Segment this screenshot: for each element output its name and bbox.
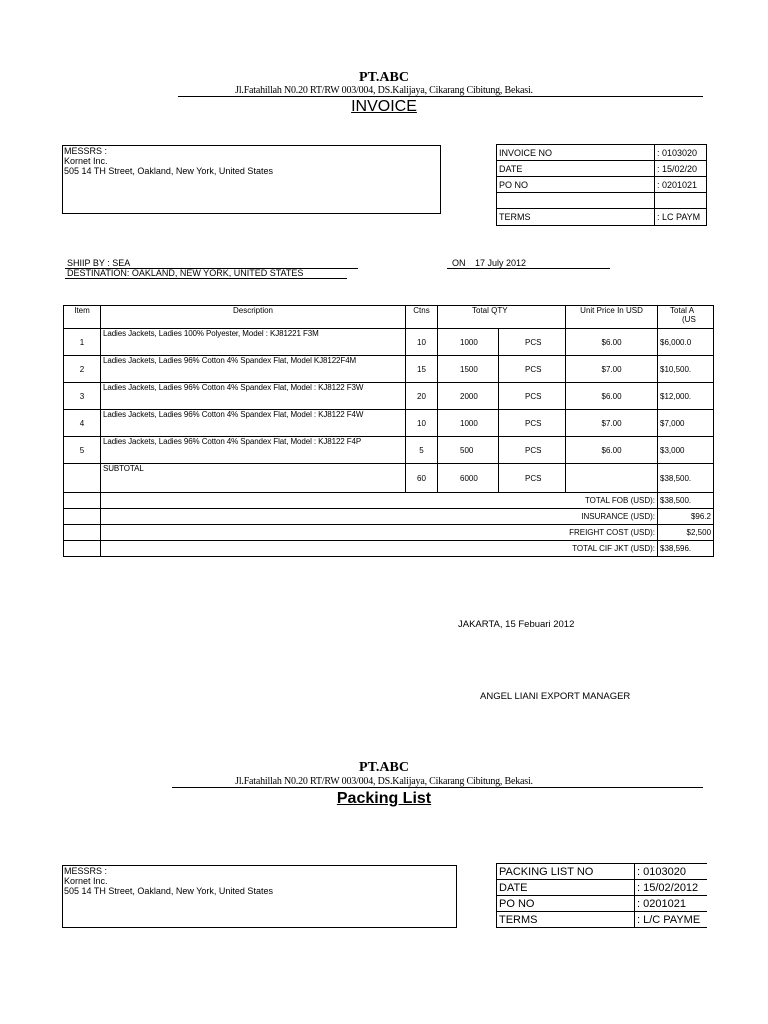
packing-row-terms xyxy=(497,912,707,928)
item-unit: PCS xyxy=(499,437,566,464)
empty-cell xyxy=(64,541,101,557)
item-ctns: 15 xyxy=(406,356,438,383)
detail-label: DATE xyxy=(497,161,655,177)
item-number: 3 xyxy=(64,383,101,410)
total-cif-label: TOTAL CIF JKT (USD): xyxy=(101,541,658,557)
company-address: Jl.Fatahillah N0.20 RT/RW 003/004, DS.Kalijaya, Cikarang Cibitung, Bekasi. xyxy=(235,85,533,96)
on-label: ON xyxy=(452,258,466,268)
packing-company-address: Jl.Fatahillah N0.20 RT/RW 003/004, DS.Kalijaya, Cikarang Cibitung, Bekasi. xyxy=(235,776,533,787)
item-price: $7.00 xyxy=(566,410,658,437)
item-description: Ladies Jackets, Ladies 96% Cotton 4% Spandex Flat, Model KJ8122F4M xyxy=(101,356,406,383)
item-qty: 1000 xyxy=(438,329,499,356)
detail-value: : 0201021 xyxy=(655,177,707,193)
item-amount: $3,000 xyxy=(658,437,714,464)
item-price: $7.00 xyxy=(566,356,658,383)
empty-cell xyxy=(64,493,101,509)
company-name: PT.ABC xyxy=(359,70,409,85)
subtotal-ctns: 60 xyxy=(406,464,438,493)
item-price: $6.00 xyxy=(566,383,658,410)
packing-value: : 15/02/2012 xyxy=(635,880,707,896)
place-date: JAKARTA, 15 Febuari 2012 xyxy=(458,619,575,630)
item-ctns: 10 xyxy=(406,329,438,356)
item-row-3 xyxy=(64,383,714,410)
packing-label: DATE xyxy=(497,880,635,896)
detail-row-terms xyxy=(497,209,707,226)
messrs-label: MESSRS : xyxy=(64,866,108,876)
freight-cost-row xyxy=(64,525,714,541)
item-qty: 500 xyxy=(438,437,499,464)
empty-cell xyxy=(64,525,101,541)
item-unit: PCS xyxy=(499,410,566,437)
messrs-company: Kornet Inc. xyxy=(64,156,108,166)
item-unit: PCS xyxy=(499,356,566,383)
item-unit: PCS xyxy=(499,329,566,356)
items-header-row xyxy=(64,306,714,329)
invoice-messrs-box xyxy=(62,145,441,214)
total-cif-value: $38,596. xyxy=(658,541,714,557)
item-ctns: 10 xyxy=(406,410,438,437)
item-row-2 xyxy=(64,356,714,383)
packing-header-rule xyxy=(172,787,703,788)
packing-details-table xyxy=(496,863,707,928)
packing-value: : L/C PAYME xyxy=(635,912,707,928)
header-total-amount-line2: (US xyxy=(682,315,696,324)
item-description: Ladies Jackets, Ladies 100% Polyester, Model : KJ81221 F3M xyxy=(101,329,406,356)
item-qty: 1500 xyxy=(438,356,499,383)
packing-company-name: PT.ABC xyxy=(359,760,409,775)
detail-value: : 15/02/20 xyxy=(655,161,707,177)
total-fob-row xyxy=(64,493,714,509)
invoice-items-table xyxy=(63,305,714,557)
detail-row-invoice-no xyxy=(497,145,707,161)
header-item: Item xyxy=(64,306,101,329)
packing-row-date xyxy=(497,880,707,896)
detail-label xyxy=(497,193,655,209)
detail-label: INVOICE NO xyxy=(497,145,655,161)
item-amount: $7,000 xyxy=(658,410,714,437)
item-number: 5 xyxy=(64,437,101,464)
detail-row-blank xyxy=(497,193,707,209)
messrs-address: 505 14 TH Street, Oakland, New York, United States xyxy=(64,886,273,896)
item-row-1 xyxy=(64,329,714,356)
packing-label: PO NO xyxy=(497,896,635,912)
item-number: 2 xyxy=(64,356,101,383)
item-row-4 xyxy=(64,410,714,437)
detail-value xyxy=(655,193,707,209)
item-number: 1 xyxy=(64,329,101,356)
total-cif-row xyxy=(64,541,714,557)
detail-label: PO NO xyxy=(497,177,655,193)
detail-row-date xyxy=(497,161,707,177)
item-amount: $6,000.0 xyxy=(658,329,714,356)
item-description: Ladies Jackets, Ladies 96% Cotton 4% Spandex Flat, Model : KJ8122 F4P xyxy=(101,437,406,464)
empty-cell xyxy=(64,509,101,525)
header-unit-price: Unit Price In USD xyxy=(566,306,658,329)
item-description: Ladies Jackets, Ladies 96% Cotton 4% Spandex Flat, Model : KJ8122 F4W xyxy=(101,410,406,437)
item-description: Ladies Jackets, Ladies 96% Cotton 4% Spandex Flat, Model : KJ8122 F3W xyxy=(101,383,406,410)
destination: DESTINATION: OAKLAND, NEW YORK, UNITED STATES xyxy=(67,268,304,278)
item-ctns: 5 xyxy=(406,437,438,464)
packing-value: : 0103020 xyxy=(635,864,707,880)
subtotal-qty: 6000 xyxy=(438,464,499,493)
item-amount: $10,500. xyxy=(658,356,714,383)
detail-label: TERMS xyxy=(497,209,655,226)
insurance-value: $96.2 xyxy=(658,509,714,525)
packing-label: PACKING LIST NO xyxy=(497,864,635,880)
signatory: ANGEL LIANI EXPORT MANAGER xyxy=(480,691,631,702)
detail-row-po-no xyxy=(497,177,707,193)
freight-cost-label: FREIGHT COST (USD): xyxy=(101,525,658,541)
freight-cost-value: $2,500 xyxy=(658,525,714,541)
invoice-title: INVOICE xyxy=(351,98,417,115)
on-date: 17 July 2012 xyxy=(475,258,527,268)
header-total-qty: Total QTY xyxy=(438,306,566,329)
header-description: Description xyxy=(101,306,406,329)
packing-row-no xyxy=(497,864,707,880)
header-total-amount-line1: Total A xyxy=(670,306,695,315)
total-fob-value: $38,500. xyxy=(658,493,714,509)
item-price: $6.00 xyxy=(566,329,658,356)
item-row-5 xyxy=(64,437,714,464)
item-qty: 2000 xyxy=(438,383,499,410)
packing-row-po xyxy=(497,896,707,912)
detail-value: : 0103020 xyxy=(655,145,707,161)
subtotal-empty xyxy=(64,464,101,493)
header-total-amount xyxy=(658,306,714,329)
insurance-label: INSURANCE (USD): xyxy=(101,509,658,525)
item-unit: PCS xyxy=(499,383,566,410)
item-amount: $12,000. xyxy=(658,383,714,410)
subtotal-amount: $38,500. xyxy=(658,464,714,493)
invoice-details-table xyxy=(496,144,707,226)
subtotal-row xyxy=(64,464,714,493)
header-ctns: Ctns xyxy=(406,306,438,329)
ship-by: SHIIP BY : SEA xyxy=(67,258,131,268)
packing-list-title: Packing List xyxy=(336,790,432,807)
destination-rule xyxy=(65,278,347,279)
subtotal-label: SUBTOTAL xyxy=(101,464,406,493)
packing-value: : 0201021 xyxy=(635,896,707,912)
subtotal-price-empty xyxy=(566,464,658,493)
messrs-label: MESSRS : xyxy=(64,146,108,156)
header-rule xyxy=(178,96,703,97)
insurance-row xyxy=(64,509,714,525)
packing-messrs-box xyxy=(62,865,457,928)
item-number: 4 xyxy=(64,410,101,437)
on-date-rule xyxy=(447,268,610,269)
subtotal-unit: PCS xyxy=(499,464,566,493)
item-qty: 1000 xyxy=(438,410,499,437)
messrs-address: 505 14 TH Street, Oakland, New York, United States xyxy=(64,166,273,176)
packing-label: TERMS xyxy=(497,912,635,928)
item-price: $6.00 xyxy=(566,437,658,464)
messrs-company: Kornet Inc. xyxy=(64,876,108,886)
item-ctns: 20 xyxy=(406,383,438,410)
total-fob-label: TOTAL FOB (USD): xyxy=(101,493,658,509)
detail-value: : LC PAYM xyxy=(655,209,707,226)
